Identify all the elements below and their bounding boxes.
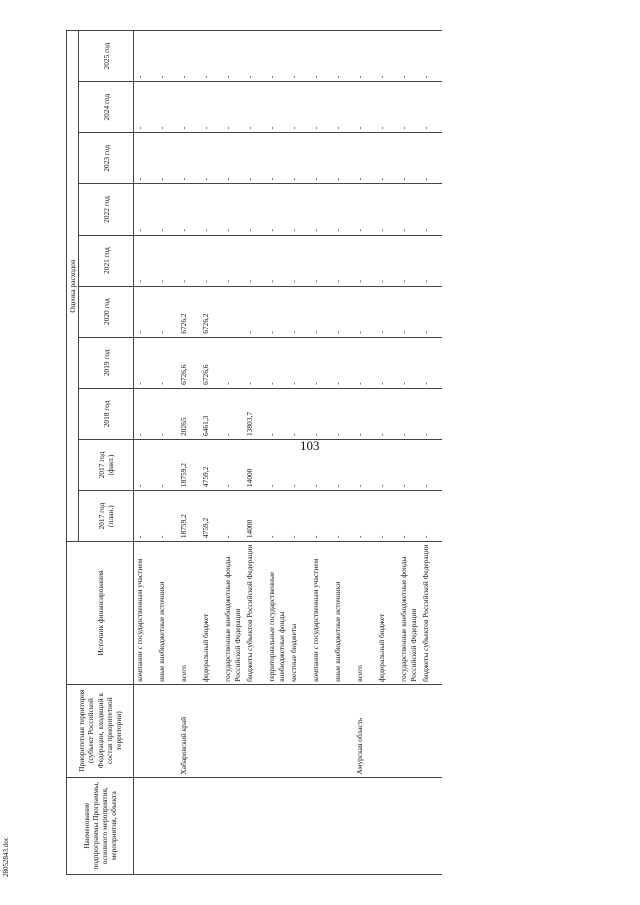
cell-funding-source: иные внебюджетные источники bbox=[156, 542, 178, 685]
cell-value: - bbox=[398, 235, 420, 286]
cell-value: - bbox=[310, 337, 332, 388]
header-year-9: 2025 год bbox=[79, 31, 134, 82]
header-program-name: Наименование подпрограммы Программы, основного мероприятия, мероприятия, объекта bbox=[67, 777, 134, 874]
header-year-6: 2022 год bbox=[79, 184, 134, 235]
cell-value: - bbox=[332, 439, 354, 490]
cell-program-name bbox=[156, 777, 178, 874]
cell-value: - bbox=[376, 439, 398, 490]
cell-territory: Хабаровский край bbox=[178, 684, 200, 777]
cell-funding-source: территориальные государственные внебюджетные фонды bbox=[266, 542, 288, 685]
cell-value: - bbox=[288, 286, 310, 337]
cell-value: - bbox=[266, 31, 288, 82]
cell-value: - bbox=[376, 388, 398, 439]
cell-value: - bbox=[398, 439, 420, 490]
header-year-0: 2017 год (план.) bbox=[79, 491, 134, 542]
cell-territory bbox=[156, 684, 178, 777]
cell-value: - bbox=[310, 184, 332, 235]
cell-funding-source: бюджеты субъектов Российской Федерации bbox=[420, 542, 442, 685]
cell-value: - bbox=[376, 82, 398, 133]
cell-value: - bbox=[266, 184, 288, 235]
table-row bbox=[376, 31, 398, 875]
cell-value: - bbox=[178, 133, 200, 184]
header-year-5: 2021 год bbox=[79, 235, 134, 286]
cell-territory bbox=[244, 684, 266, 777]
cell-value: - bbox=[398, 133, 420, 184]
cell-value: - bbox=[332, 286, 354, 337]
cell-value: - bbox=[288, 133, 310, 184]
cell-value: - bbox=[398, 388, 420, 439]
cell-value: - bbox=[200, 31, 222, 82]
cell-funding-source: иные внебюджетные источники bbox=[332, 542, 354, 685]
table-row bbox=[266, 31, 288, 875]
cell-value: - bbox=[420, 286, 442, 337]
cell-value: - bbox=[420, 337, 442, 388]
cell-value: 6726,2 bbox=[178, 286, 200, 337]
cell-value: - bbox=[332, 235, 354, 286]
cell-value: - bbox=[354, 133, 376, 184]
cell-value: - bbox=[354, 235, 376, 286]
cell-value: 4759,2 bbox=[200, 491, 222, 542]
cell-value: - bbox=[222, 491, 244, 542]
cell-value: - bbox=[420, 439, 442, 490]
cell-value: - bbox=[244, 82, 266, 133]
cell-territory bbox=[376, 684, 398, 777]
cell-funding-source: компании с государственным участием bbox=[310, 542, 332, 685]
cell-program-name bbox=[398, 777, 420, 874]
cell-value: 6461,3 bbox=[200, 388, 222, 439]
cell-territory bbox=[288, 684, 310, 777]
cell-value: - bbox=[266, 82, 288, 133]
table-row bbox=[244, 31, 266, 875]
table-row bbox=[288, 31, 310, 875]
cell-value: - bbox=[134, 31, 157, 82]
cell-value: - bbox=[244, 286, 266, 337]
cell-value: - bbox=[288, 388, 310, 439]
cell-value: - bbox=[310, 388, 332, 439]
cell-value: - bbox=[156, 31, 178, 82]
cell-value: - bbox=[266, 337, 288, 388]
cell-value: - bbox=[134, 235, 157, 286]
cell-program-name bbox=[354, 777, 376, 874]
cell-territory bbox=[266, 684, 288, 777]
cell-value: - bbox=[222, 337, 244, 388]
cell-value: - bbox=[354, 491, 376, 542]
cell-program-name bbox=[178, 777, 200, 874]
cell-value: - bbox=[376, 133, 398, 184]
table-row bbox=[398, 31, 420, 875]
cell-value: - bbox=[354, 337, 376, 388]
cell-value: - bbox=[134, 82, 157, 133]
cell-territory bbox=[310, 684, 332, 777]
cell-value: - bbox=[376, 337, 398, 388]
header-funding-source: Источник финансирования bbox=[67, 542, 134, 685]
header-year-8: 2024 год bbox=[79, 82, 134, 133]
header-year-7: 2023 год bbox=[79, 133, 134, 184]
cell-territory bbox=[420, 684, 442, 777]
cell-value: - bbox=[376, 184, 398, 235]
cell-value: - bbox=[420, 491, 442, 542]
cell-value: - bbox=[156, 388, 178, 439]
cell-program-name bbox=[134, 777, 157, 874]
cell-program-name bbox=[200, 777, 222, 874]
cell-program-name bbox=[376, 777, 398, 874]
rotated-table-container bbox=[66, 30, 566, 875]
cell-value: - bbox=[244, 31, 266, 82]
cell-value: 14000 bbox=[244, 439, 266, 490]
cell-value: - bbox=[244, 235, 266, 286]
cell-value: - bbox=[244, 133, 266, 184]
cell-value: - bbox=[134, 133, 157, 184]
cell-value: - bbox=[244, 337, 266, 388]
table-body bbox=[134, 31, 443, 875]
cell-value: - bbox=[134, 184, 157, 235]
cell-value: - bbox=[222, 82, 244, 133]
cell-value: - bbox=[332, 491, 354, 542]
cell-value: - bbox=[222, 184, 244, 235]
cell-value: - bbox=[420, 388, 442, 439]
cell-value: - bbox=[398, 337, 420, 388]
header-year-1: 2017 год (факт.) bbox=[79, 439, 134, 490]
cell-territory bbox=[398, 684, 420, 777]
cell-value: - bbox=[244, 184, 266, 235]
cell-value: - bbox=[200, 184, 222, 235]
header-year-2: 2018 год bbox=[79, 388, 134, 439]
cell-value: - bbox=[288, 491, 310, 542]
cell-funding-source: государственные внебюджетные фонды Российской Федерации bbox=[398, 542, 420, 685]
cell-territory bbox=[222, 684, 244, 777]
cell-value: - bbox=[420, 31, 442, 82]
cell-value: - bbox=[310, 133, 332, 184]
cell-program-name bbox=[332, 777, 354, 874]
cell-value: - bbox=[288, 235, 310, 286]
cell-value: - bbox=[222, 439, 244, 490]
cell-value: - bbox=[178, 235, 200, 286]
cell-program-name bbox=[244, 777, 266, 874]
cell-value: - bbox=[376, 491, 398, 542]
cell-value: - bbox=[134, 286, 157, 337]
cell-funding-source: компании с государственным участием bbox=[134, 542, 157, 685]
table-row bbox=[420, 31, 442, 875]
cell-value: 13803,7 bbox=[244, 388, 266, 439]
cell-value: - bbox=[332, 31, 354, 82]
cell-value: - bbox=[420, 235, 442, 286]
cell-value: 14000 bbox=[244, 491, 266, 542]
cell-value: - bbox=[156, 184, 178, 235]
cell-program-name bbox=[310, 777, 332, 874]
cell-program-name bbox=[266, 777, 288, 874]
cell-value: - bbox=[288, 337, 310, 388]
cell-value: - bbox=[266, 235, 288, 286]
header-priority-territory: Приоритетная территория (субъект Российской Федерации, входящий в состав приоритетной территории) bbox=[67, 684, 134, 777]
cell-value: - bbox=[200, 133, 222, 184]
table-header bbox=[67, 31, 134, 875]
cell-funding-source: федеральный бюджет bbox=[200, 542, 222, 685]
cell-value: - bbox=[310, 491, 332, 542]
cell-value: - bbox=[288, 439, 310, 490]
cell-value: - bbox=[134, 337, 157, 388]
cell-funding-source: местные бюджеты bbox=[288, 542, 310, 685]
table-row bbox=[354, 31, 376, 875]
cell-program-name bbox=[288, 777, 310, 874]
cell-value: - bbox=[398, 184, 420, 235]
cell-value: - bbox=[310, 235, 332, 286]
table-row bbox=[200, 31, 222, 875]
page-number: 103 bbox=[300, 438, 320, 453]
cell-value: - bbox=[156, 133, 178, 184]
cell-value: - bbox=[178, 82, 200, 133]
cell-value: - bbox=[376, 31, 398, 82]
table-row bbox=[134, 31, 157, 875]
cell-value: - bbox=[200, 82, 222, 133]
cell-value: - bbox=[266, 133, 288, 184]
cell-value bbox=[222, 286, 244, 337]
cell-value: - bbox=[354, 286, 376, 337]
cell-value: - bbox=[200, 235, 222, 286]
cell-value: - bbox=[398, 491, 420, 542]
cell-funding-source: федеральный бюджет bbox=[376, 542, 398, 685]
header-year-4: 2020 год bbox=[79, 286, 134, 337]
cell-value: - bbox=[310, 31, 332, 82]
cell-value: - bbox=[178, 184, 200, 235]
cell-value: - bbox=[222, 133, 244, 184]
cell-value: - bbox=[398, 82, 420, 133]
cell-funding-source: государственные внебюджетные фонды Российской Федерации bbox=[222, 542, 244, 685]
cell-value: - bbox=[332, 388, 354, 439]
cell-value: - bbox=[420, 184, 442, 235]
cell-value: - bbox=[156, 286, 178, 337]
cell-value: - bbox=[134, 439, 157, 490]
cell-program-name bbox=[222, 777, 244, 874]
cell-value: - bbox=[222, 235, 244, 286]
cell-value: - bbox=[398, 31, 420, 82]
cell-funding-source: всего bbox=[354, 542, 376, 685]
cell-value: - bbox=[376, 235, 398, 286]
cell-territory: Амурская область bbox=[354, 684, 376, 777]
cell-value: - bbox=[354, 388, 376, 439]
cell-value: - bbox=[288, 184, 310, 235]
cell-value: 6726,6 bbox=[178, 337, 200, 388]
cell-territory bbox=[200, 684, 222, 777]
cell-value: 6726,2 bbox=[200, 286, 222, 337]
cell-value: - bbox=[134, 491, 157, 542]
table-row bbox=[178, 31, 200, 875]
cell-value: 20265 bbox=[178, 388, 200, 439]
table-row bbox=[332, 31, 354, 875]
cell-value: - bbox=[288, 82, 310, 133]
cell-value: - bbox=[332, 133, 354, 184]
cell-value: - bbox=[178, 31, 200, 82]
cell-value: - bbox=[310, 286, 332, 337]
cell-territory bbox=[134, 684, 157, 777]
cell-value: - bbox=[420, 133, 442, 184]
cell-value: 18759,2 bbox=[178, 439, 200, 490]
header-expense-estimate: Оценка расходов bbox=[67, 31, 79, 542]
cell-value: - bbox=[332, 184, 354, 235]
cell-value: - bbox=[376, 286, 398, 337]
cell-value: 18759,2 bbox=[178, 491, 200, 542]
cell-value: - bbox=[222, 388, 244, 439]
cell-value: - bbox=[266, 439, 288, 490]
cell-value: - bbox=[156, 82, 178, 133]
cell-value: - bbox=[266, 388, 288, 439]
cell-program-name bbox=[420, 777, 442, 874]
cell-value: - bbox=[310, 82, 332, 133]
cell-value: - bbox=[222, 31, 244, 82]
cell-value: - bbox=[354, 439, 376, 490]
table-row bbox=[222, 31, 244, 875]
cell-value: - bbox=[266, 286, 288, 337]
footer-document-code: 28052843.doc bbox=[2, 837, 10, 877]
cell-value: - bbox=[420, 82, 442, 133]
cell-value: - bbox=[156, 491, 178, 542]
cell-value: - bbox=[134, 388, 157, 439]
cell-value: - bbox=[354, 82, 376, 133]
cell-value: 6726,6 bbox=[200, 337, 222, 388]
cell-value: - bbox=[266, 491, 288, 542]
header-year-3: 2019 год bbox=[79, 337, 134, 388]
cell-value: - bbox=[332, 337, 354, 388]
cell-value: - bbox=[156, 235, 178, 286]
cell-territory bbox=[332, 684, 354, 777]
cell-funding-source: всего bbox=[178, 542, 200, 685]
cell-value: - bbox=[288, 31, 310, 82]
table-row bbox=[156, 31, 178, 875]
cell-value: - bbox=[310, 439, 332, 490]
cell-value: - bbox=[156, 337, 178, 388]
table-row bbox=[310, 31, 332, 875]
financing-table bbox=[66, 30, 442, 875]
cell-value: - bbox=[156, 439, 178, 490]
cell-value: - bbox=[398, 286, 420, 337]
cell-value: - bbox=[354, 31, 376, 82]
cell-value: - bbox=[332, 82, 354, 133]
cell-funding-source: бюджеты субъектов Российской Федерации bbox=[244, 542, 266, 685]
cell-value: - bbox=[354, 184, 376, 235]
cell-value: 4759,2 bbox=[200, 439, 222, 490]
